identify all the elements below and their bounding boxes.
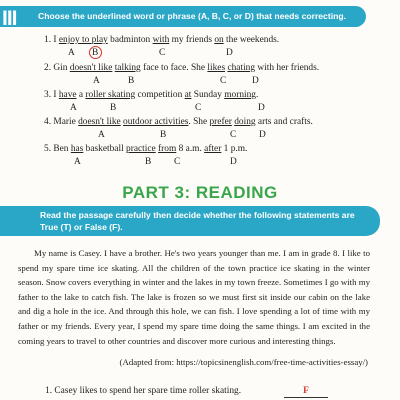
question-2	[44, 63, 319, 74]
option-c[interactable]: C	[159, 48, 166, 58]
option-a[interactable]: A	[70, 103, 77, 113]
reading-instruction-banner	[0, 206, 380, 236]
text: the weekends.	[223, 35, 280, 45]
option-b[interactable]: B	[128, 76, 135, 86]
underlined-b: outdoor activities	[123, 117, 189, 127]
text: . She	[188, 117, 210, 127]
text: with her friends.	[255, 63, 320, 73]
underlined-d: chating	[227, 63, 256, 73]
underlined-b: practice	[126, 144, 156, 154]
underlined-b: with	[152, 35, 170, 45]
option-d[interactable]: D	[252, 76, 259, 86]
option-b[interactable]: B	[110, 103, 117, 113]
underlined-c: at	[184, 90, 192, 100]
option-a[interactable]: A	[68, 48, 75, 58]
option-d[interactable]: D	[259, 130, 266, 140]
underlined-c: on	[214, 35, 224, 45]
part-heading: PART 3: READING	[122, 183, 278, 202]
text: Ben	[53, 144, 71, 154]
option-b[interactable]: B	[145, 157, 152, 167]
text: 1 p.m.	[221, 144, 248, 154]
passage-source: (Adapted from: https://topicsinenglish.com/free-time-activities-essay/)	[119, 357, 368, 367]
text: arts and crafts.	[255, 117, 313, 127]
text: 8 a.m.	[176, 144, 205, 154]
reading-passage: My name is Casey. I have a brother. He's two years younger than me. I am in grade 8. I like to spend my spare time ice skating. All the children of the town practice ice skating in the winter season. Snow covers everything in winter and the lakes in my town freeze. Sometimes I go with my father to the lake to catch fish. The lake is frozen so we must first sit inside our cabin on the lake and dig a hole in the ice. And through this hole, we can fish. I love spending a lot of time with my father or my friends. Every year, I spend my spare time doing the same things. I am excited in the coming years to travel to other countries and discover more curious and interesting things.	[18, 248, 370, 346]
option-c[interactable]: C	[174, 157, 181, 167]
statement-1: 1. Casey likes to spend her spare time roller skating.	[45, 386, 242, 396]
text: my friends	[169, 35, 215, 45]
question-1	[44, 35, 279, 46]
option-d[interactable]: D	[230, 157, 237, 167]
option-c[interactable]: C	[195, 103, 202, 113]
underlined-a: enjoy to play	[58, 35, 108, 45]
underlined-b: talking	[114, 63, 141, 73]
question-number: 1.	[44, 35, 52, 45]
question-3	[44, 90, 258, 101]
option-d[interactable]: D	[226, 48, 233, 58]
text: .	[256, 90, 259, 100]
option-c[interactable]: C	[220, 76, 227, 86]
text: face to face. She	[140, 63, 208, 73]
question-number: 4.	[44, 117, 52, 127]
underlined-a: has	[70, 144, 84, 154]
option-a[interactable]: A	[74, 157, 81, 167]
underlined-c: prefer	[209, 117, 232, 127]
question-5	[44, 144, 247, 155]
question-number: 2.	[44, 63, 52, 73]
reading-instruction: Read the passage carefully then decide whether the following statements are True (T) or False (F).	[40, 210, 355, 232]
underlined-c: from	[158, 144, 177, 154]
text: Sunday	[191, 90, 225, 100]
option-a[interactable]: A	[93, 76, 100, 86]
section-instruction-banner	[0, 6, 366, 30]
question-number: 3.	[44, 90, 52, 100]
text: Gin	[53, 63, 70, 73]
underlined-a: doesn't like	[69, 63, 113, 73]
section-instruction: Choose the underlined word or phrase (A, B, C, or D) that needs correcting.	[38, 11, 346, 21]
option-b[interactable]: B	[92, 48, 99, 58]
text: basketball	[83, 144, 127, 154]
text: I	[53, 35, 59, 45]
underlined-a: have	[58, 90, 77, 100]
text: badminton	[107, 35, 153, 45]
underlined-d: after	[204, 144, 222, 154]
answer-blank[interactable]: F	[284, 386, 328, 398]
underlined-c: likes	[207, 63, 226, 73]
text: competition	[135, 90, 185, 100]
question-4	[44, 117, 313, 128]
question-number: 5.	[44, 144, 52, 154]
option-a[interactable]: A	[98, 130, 105, 140]
section-numeral: III	[2, 7, 17, 30]
underlined-d: doing	[234, 117, 256, 127]
underlined-d: morning	[224, 90, 256, 100]
text: I	[53, 90, 59, 100]
option-b[interactable]: B	[160, 130, 167, 140]
underlined-a: doesn't like	[78, 117, 121, 127]
text: a	[76, 90, 86, 100]
option-c[interactable]: C	[230, 130, 237, 140]
text: Marie	[53, 117, 79, 127]
option-d[interactable]: D	[258, 103, 265, 113]
underlined-b: roller skating	[85, 90, 136, 100]
